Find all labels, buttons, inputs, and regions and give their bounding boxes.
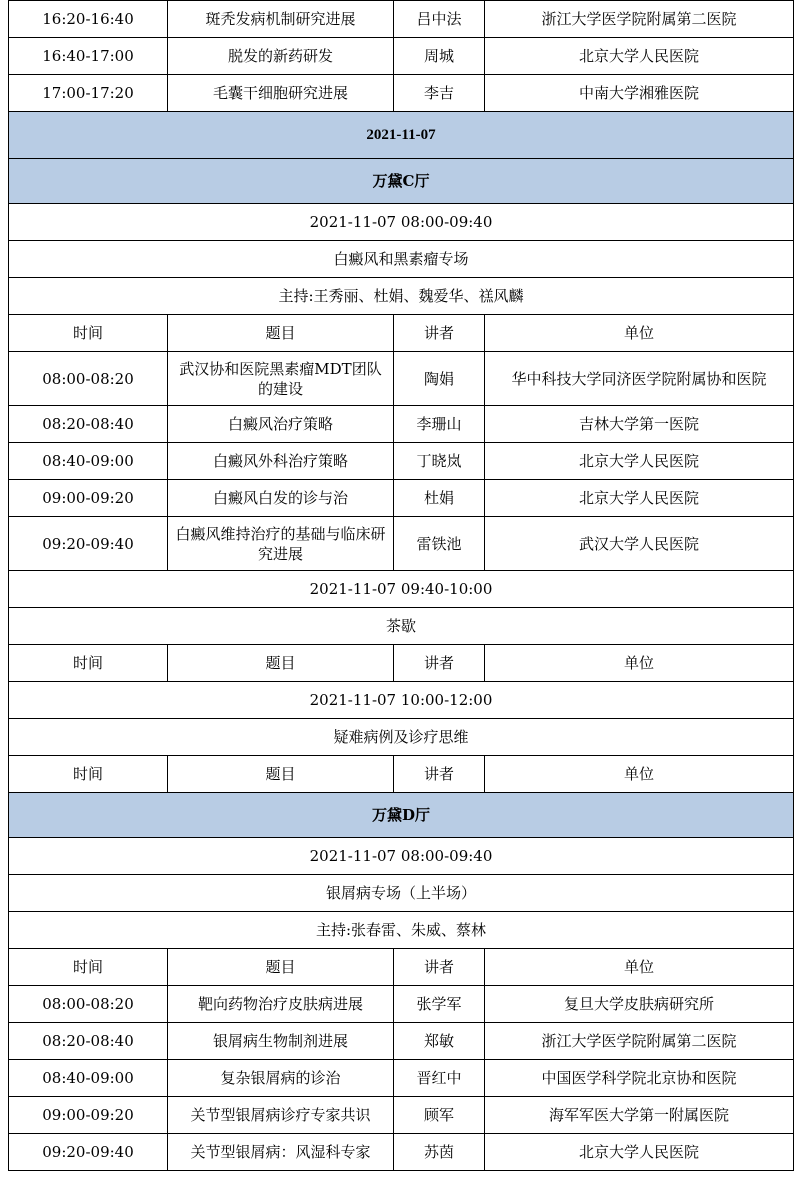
table-row [9,406,794,443]
header-unit: 单位 [485,756,794,793]
hall-c-title: 万黛C厅 [9,159,794,204]
hall-d-title: 万黛D厅 [9,793,794,838]
session-datetime: 2021-11-07 08:00-09:40 [9,204,794,241]
speaker-cell: 李珊山 [394,406,485,443]
unit-cell: 北京大学人民医院 [485,480,794,517]
time-cell: 09:20-09:40 [9,517,168,571]
break-datetime: 2021-11-07 09:40-10:00 [9,571,794,608]
hall-c-row [9,159,794,204]
unit-cell: 海军军医大学第一附属医院 [485,1097,794,1134]
table-row [9,1,794,38]
time-cell: 08:40-09:00 [9,1060,168,1097]
table-row [9,1134,794,1171]
header-unit: 单位 [485,949,794,986]
title-cell: 武汉协和医院黑素瘤MDT团队的建设 [168,352,394,406]
title-cell: 银屑病生物制剂进展 [168,1023,394,1060]
date-banner: 2021-11-07 [9,112,794,159]
header-speaker: 讲者 [394,756,485,793]
speaker-cell: 张学军 [394,986,485,1023]
table-row [9,986,794,1023]
title-cell: 白癜风维持治疗的基础与临床研究进展 [168,517,394,571]
title-cell: 复杂银屑病的诊治 [168,1060,394,1097]
header-time: 时间 [9,949,168,986]
speaker-cell: 杜娟 [394,480,485,517]
session-hosts: 主持:张春雷、朱威、蔡林 [9,912,794,949]
break-label-row [9,608,794,645]
time-cell: 08:00-08:20 [9,986,168,1023]
speaker-cell: 苏茵 [394,1134,485,1171]
unit-cell: 华中科技大学同济医学院附属协和医院 [485,352,794,406]
title-cell: 毛囊干细胞研究进展 [168,75,394,112]
speaker-cell: 李吉 [394,75,485,112]
time-cell: 09:20-09:40 [9,1134,168,1171]
speaker-cell: 周城 [394,38,485,75]
table-row [9,1023,794,1060]
session-datetime-row [9,682,794,719]
speaker-cell: 陶娟 [394,352,485,406]
column-header-row [9,949,794,986]
session-topic: 疑难病例及诊疗思维 [9,719,794,756]
session-topic-row [9,875,794,912]
table-row [9,517,794,571]
header-title: 题目 [168,315,394,352]
unit-cell: 中南大学湘雅医院 [485,75,794,112]
unit-cell: 复旦大学皮肤病研究所 [485,986,794,1023]
table-row [9,443,794,480]
date-banner-row [9,112,794,159]
session-datetime: 2021-11-07 08:00-09:40 [9,838,794,875]
break-label: 茶歇 [9,608,794,645]
title-cell: 白癜风治疗策略 [168,406,394,443]
header-title: 题目 [168,756,394,793]
unit-cell: 浙江大学医学院附属第二医院 [485,1,794,38]
header-title: 题目 [168,949,394,986]
unit-cell: 北京大学人民医院 [485,38,794,75]
title-cell: 白癜风外科治疗策略 [168,443,394,480]
header-time: 时间 [9,315,168,352]
session-datetime-row [9,204,794,241]
session-topic-row [9,241,794,278]
table-row [9,480,794,517]
header-title: 题目 [168,645,394,682]
table-row [9,75,794,112]
unit-cell: 吉林大学第一医院 [485,406,794,443]
table-row [9,1097,794,1134]
time-cell: 17:00-17:20 [9,75,168,112]
header-unit: 单位 [485,645,794,682]
speaker-cell: 晋红中 [394,1060,485,1097]
unit-cell: 北京大学人民医院 [485,443,794,480]
title-cell: 靶向药物治疗皮肤病进展 [168,986,394,1023]
time-cell: 08:00-08:20 [9,352,168,406]
header-speaker: 讲者 [394,949,485,986]
time-cell: 16:20-16:40 [9,1,168,38]
header-time: 时间 [9,756,168,793]
time-cell: 08:40-09:00 [9,443,168,480]
table-row [9,38,794,75]
unit-cell: 中国医学科学院北京协和医院 [485,1060,794,1097]
speaker-cell: 吕中法 [394,1,485,38]
speaker-cell: 雷铁池 [394,517,485,571]
header-time: 时间 [9,645,168,682]
session-hosts-row [9,912,794,949]
table-row [9,1060,794,1097]
session-datetime: 2021-11-07 10:00-12:00 [9,682,794,719]
title-cell: 斑秃发病机制研究进展 [168,1,394,38]
break-datetime-row [9,571,794,608]
speaker-cell: 丁晓岚 [394,443,485,480]
session-topic-row [9,719,794,756]
column-header-row [9,756,794,793]
session-hosts: 主持:王秀丽、杜娟、魏爱华、禚风麟 [9,278,794,315]
session-topic: 银屑病专场（上半场） [9,875,794,912]
column-header-row [9,315,794,352]
time-cell: 09:00-09:20 [9,480,168,517]
unit-cell: 北京大学人民医院 [485,1134,794,1171]
column-header-row [9,645,794,682]
title-cell: 白癜风白发的诊与治 [168,480,394,517]
table-row [9,352,794,406]
time-cell: 08:20-08:40 [9,1023,168,1060]
title-cell: 关节型银屑病诊疗专家共识 [168,1097,394,1134]
session-topic: 白癜风和黑素瘤专场 [9,241,794,278]
unit-cell: 武汉大学人民医院 [485,517,794,571]
speaker-cell: 郑敏 [394,1023,485,1060]
header-unit: 单位 [485,315,794,352]
speaker-cell: 顾军 [394,1097,485,1134]
header-speaker: 讲者 [394,645,485,682]
session-hosts-row [9,278,794,315]
header-speaker: 讲者 [394,315,485,352]
time-cell: 08:20-08:40 [9,406,168,443]
hall-d-row [9,793,794,838]
schedule-table [8,0,794,1171]
unit-cell: 浙江大学医学院附属第二医院 [485,1023,794,1060]
title-cell: 关节型银屑病：风湿科专家 [168,1134,394,1171]
title-cell: 脱发的新药研发 [168,38,394,75]
session-datetime-row [9,838,794,875]
time-cell: 09:00-09:20 [9,1097,168,1134]
time-cell: 16:40-17:00 [9,38,168,75]
